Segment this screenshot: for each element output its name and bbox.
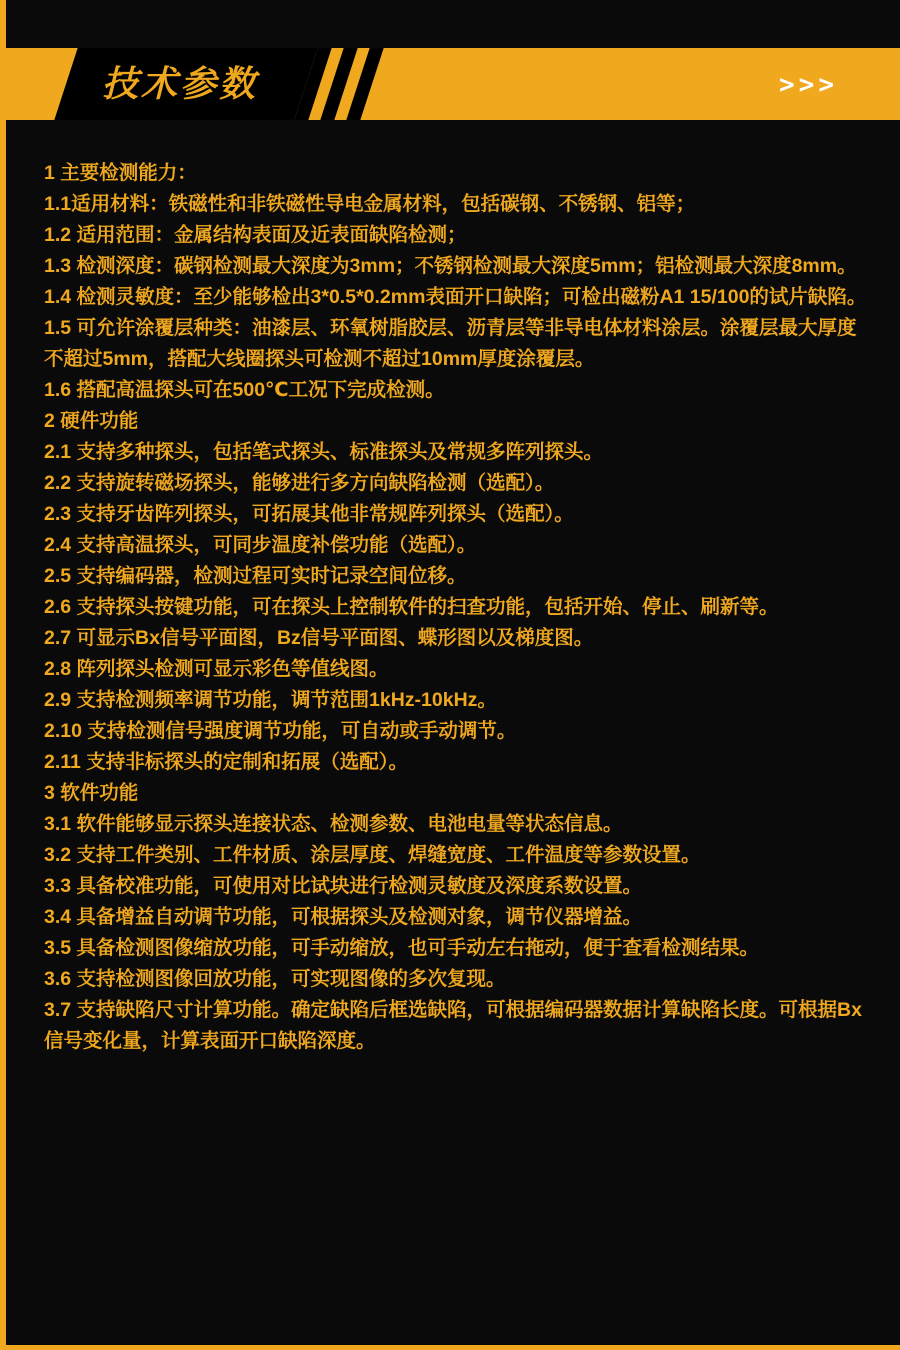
spec-paragraph: 2.11 支持非标探头的定制和拓展（选配）。 (44, 751, 409, 773)
spec-paragraph: 2.6 支持探头按键功能，可在探头上控制软件的扫查功能，包括开始、停止、刷新等。 (44, 596, 779, 618)
spec-paragraph: 2.2 支持旋转磁场探头，能够进行多方向缺陷检测（选配）。 (44, 472, 555, 494)
spec-paragraph: 1.6 搭配高温探头可在500℃工况下完成检测。 (44, 379, 445, 401)
chevrons-right-icon: >>> (779, 70, 838, 100)
frame-left-accent-bar (0, 0, 6, 1350)
spec-paragraph: 3.7 支持缺陷尺寸计算功能。确定缺陷后框选缺陷，可根据编码器数据计算缺陷长度。可根据Bx信号变化量，计算表面开口缺陷深度。 (44, 999, 862, 1052)
spec-paragraph: 2.5 支持编码器，检测过程可实时记录空间位移。 (44, 565, 467, 587)
spec-paragraph: 3.1 软件能够显示探头连接状态、检测参数、电池电量等状态信息。 (44, 813, 623, 835)
spec-paragraph: 1.2 适用范围：金属结构表面及近表面缺陷检测； (44, 224, 467, 246)
spec-paragraph: 2 硬件功能 (44, 410, 139, 432)
spec-paragraph: 1.4 检测灵敏度：至少能够检出3*0.5*0.2mm表面开口缺陷；可检出磁粉A1 15/100的试片缺陷。 (44, 286, 867, 308)
spec-paragraph: 3 软件功能 (44, 782, 139, 804)
spec-paragraph: 2.1 支持多种探头，包括笔式探头、标准探头及常规多阵列探头。 (44, 441, 604, 463)
spec-content (44, 158, 872, 1057)
spec-paragraph: 3.6 支持检测图像回放功能，可实现图像的多次复现。 (44, 968, 506, 990)
spec-paragraph: 1.5 可允许涂覆层种类：油漆层、环氧树脂胶层、沥青层等非导电体材料涂层。涂覆层最大厚度不超过5mm，搭配大线圈探头可检测不超过10mm厚度涂覆层。 (44, 317, 857, 370)
spec-paragraph: 3.2 支持工件类别、工件材质、涂层厚度、焊缝宽度、工件温度等参数设置。 (44, 844, 701, 866)
spec-paragraph: 2.3 支持牙齿阵列探头，可拓展其他非常规阵列探头（选配）。 (44, 503, 574, 525)
spec-paragraph: 3.4 具备增益自动调节功能，可根据探头及检测对象，调节仪器增益。 (44, 906, 643, 928)
frame-bottom-accent-bar (0, 1345, 900, 1350)
spec-paragraph: 3.3 具备校准功能，可使用对比试块进行检测灵敏度及深度系数设置。 (44, 875, 643, 897)
spec-paragraph: 2.4 支持高温探头，可同步温度补偿功能（选配）。 (44, 534, 477, 556)
spec-paragraph: 1.3 检测深度：碳钢检测最大深度为3mm；不锈钢检测最大深度5mm；铝检测最大深度8mm。 (44, 255, 857, 277)
spec-paragraph: 2.8 阵列探头检测可显示彩色等值线图。 (44, 658, 389, 680)
header-banner (6, 48, 900, 120)
page-title: 技术参数 (102, 63, 259, 104)
spec-paragraph: 2.9 支持检测频率调节功能，调节范围1kHz-10kHz。 (44, 689, 497, 711)
spec-paragraph: 1.1适用材料：铁磁性和非铁磁性导电金属材料，包括碳钢、不锈钢、铝等； (44, 193, 696, 215)
spec-paragraph: 2.7 可显示Bx信号平面图，Bz信号平面图、蝶形图以及梯度图。 (44, 627, 594, 649)
spec-paragraph: 3.5 具备检测图像缩放功能，可手动缩放，也可手动左右拖动，便于查看检测结果。 (44, 937, 760, 959)
spec-paragraph: 1 主要检测能力： (44, 162, 197, 184)
spec-paragraph: 2.10 支持检测信号强度调节功能，可自动或手动调节。 (44, 720, 517, 742)
